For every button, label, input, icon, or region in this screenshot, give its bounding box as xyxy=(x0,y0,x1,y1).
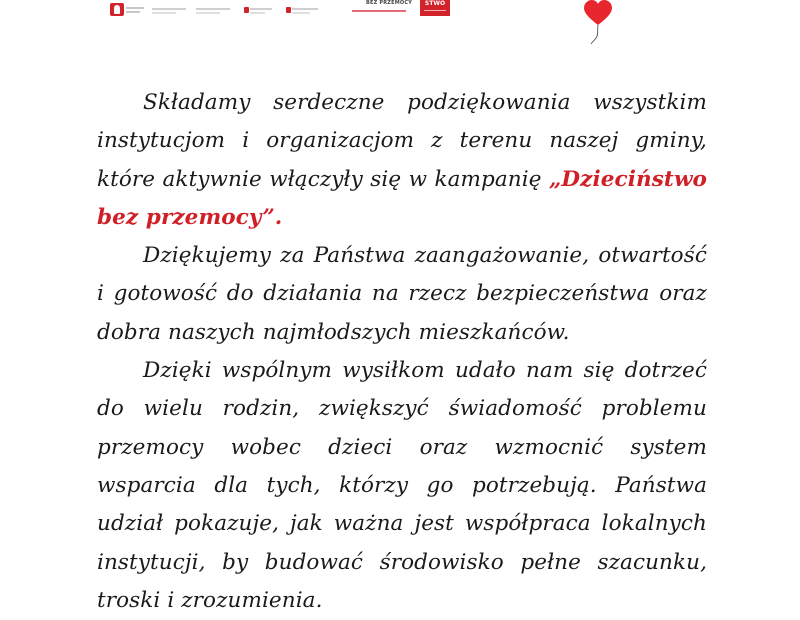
heart-balloon-icon xyxy=(578,0,618,44)
campaign-logo xyxy=(352,0,413,20)
partner-logos-strip xyxy=(0,0,800,22)
paragraph-thanks: Składamy serdeczne podziękowania wszystkim instytucjom i organizacjom z terenu naszej gminy, które aktywnie włączyły się w kampanię „Dzieciństwo bez przemocy”. xyxy=(97,90,707,230)
campaign-name: „Dzieciństwo bez przemocy” xyxy=(97,166,707,230)
partner-logo xyxy=(110,3,146,16)
thank-you-letter xyxy=(97,84,707,620)
partner-logo-mark xyxy=(110,3,124,16)
partner-logo xyxy=(152,6,186,16)
paragraph-results: Dzięki wspólnym wysiłkom udało nam się dotrzeć do wielu rodzin, zwiększyć świadomość problemu przemocy wobec dzieci oraz wzmocnić system wsparcia dla tych, którzy go potrzebują. Państwa udział pokazuje, jak ważna jest współpraca lokalnych instytucji, by budować środowisko pełne szacunku, troski i zrozumienia. xyxy=(97,358,707,613)
partner-logo xyxy=(292,6,318,16)
partner-logo xyxy=(196,6,230,16)
partner-logo xyxy=(250,6,272,16)
red-partner-logo xyxy=(420,0,450,16)
campaign-logo-text: BEZ PRZEMOCY xyxy=(366,0,413,6)
paragraph-engagement: Dziękujemy za Państwa zaangażowanie, otwartość i gotowość do działania na rzecz bezpieczeństwa oraz dobra naszych najmłodszych mieszkańców. xyxy=(97,243,707,345)
red-logo-text: STWO xyxy=(424,0,446,7)
